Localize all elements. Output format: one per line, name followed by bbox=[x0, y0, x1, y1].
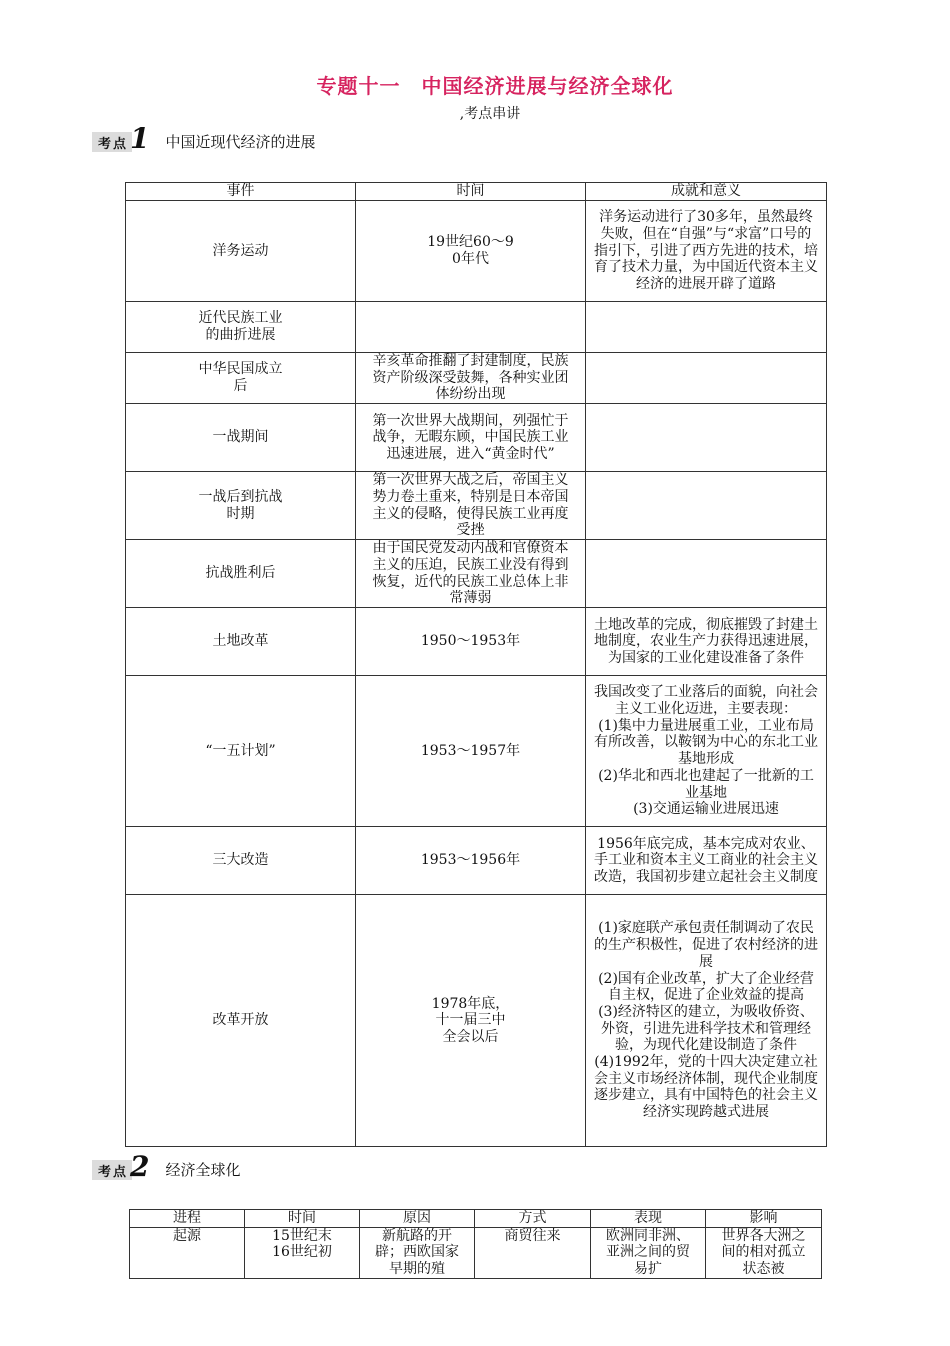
time-cell: 由于国民党发动内战和官僚资本主义的压迫，民族工业没有得到恢复，近代的民族工业总体上非常薄弱 bbox=[356, 540, 586, 608]
significance-cell bbox=[586, 353, 827, 404]
table-row bbox=[126, 540, 827, 608]
header-cell: 影响 bbox=[706, 1210, 822, 1228]
header-cell: 方式 bbox=[475, 1210, 591, 1228]
significance-cell: 1956年底完成，基本完成对农业、手工业和资本主义工商业的社会主义改造，我国初步建立起社会主义制度 bbox=[586, 827, 827, 895]
significance-cell: (1)家庭联产承包责任制调动了农民的生产积极性，促进了农村经济的进展 (2)国有企业改革，扩大了企业经营自主权，促进了企业效益的提高 (3)经济特区的建立，为吸收侨资、外资，引进先进科学技术和管理经验，为现代化建设制造了条件 (4)1992年，党的十四大决定建立社会主义市场经济体制，现代企业制度逐步建立，具有中国特色的社会主义经济实现跨越式进展 bbox=[586, 895, 827, 1147]
time-cell: 1978年底， 十一届三中 全会以后 bbox=[356, 895, 586, 1147]
event-cell: 一战后到抗战时期 bbox=[126, 472, 356, 540]
header-cell: 时间 bbox=[245, 1210, 360, 1228]
significance-cell: 土地改革的完成，彻底摧毁了封建土地制度，农业生产力获得迅速进展，为国家的工业化建设准备了条件 bbox=[586, 608, 827, 676]
table-header-row bbox=[130, 1210, 822, 1228]
significance-cell bbox=[586, 404, 827, 472]
header-cell: 表现 bbox=[591, 1210, 706, 1228]
significance-cell: 我国改变了工业落后的面貌，向社会主义工业化迈进，主要表现： (1)集中力量进展重工业，工业布局有所改善，以鞍钢为中心的东北工业基地形成 (2)华北和西北也建起了一批新的工业基地 (3)交通运输业进展迅速 bbox=[586, 676, 827, 827]
page-title: 专题十一 中国经济进展与经济全球化 bbox=[316, 74, 674, 98]
page-subtitle: ,考点串讲 bbox=[459, 106, 521, 122]
table-row bbox=[130, 1227, 822, 1278]
event-cell: 土地改革 bbox=[126, 608, 356, 676]
time-cell: 15世纪末 16世纪初 bbox=[245, 1227, 360, 1278]
event-cell: 一战期间 bbox=[126, 404, 356, 472]
table-row bbox=[126, 472, 827, 540]
table-row bbox=[126, 608, 827, 676]
header-cell: 进程 bbox=[130, 1210, 245, 1228]
header-cell: 原因 bbox=[360, 1210, 475, 1228]
section-1-heading bbox=[92, 122, 316, 155]
header-cell: 时间 bbox=[356, 183, 586, 201]
event-cell: 洋务运动 bbox=[126, 201, 356, 302]
time-cell: 1950～1953年 bbox=[356, 608, 586, 676]
section-2-topic: 经济全球化 bbox=[165, 1161, 241, 1179]
section-1-number: 1 bbox=[130, 122, 150, 155]
table-row bbox=[126, 353, 827, 404]
event-cell: “一五计划” bbox=[126, 676, 356, 827]
influence-cell: 世界各大洲之间的相对孤立状态被 bbox=[706, 1227, 822, 1278]
significance-cell: 洋务运动进行了30多年，虽然最终失败，但在“自强”与“求富”口号的指引下，引进了西方先进的技术，培育了技术力量，为中国近代资本主义经济的进展开辟了道路 bbox=[586, 201, 827, 302]
table-row bbox=[126, 895, 827, 1147]
time-cell: 第一次世界大战之后，帝国主义势力卷土重来，特别是日本帝国主义的侵略，使得民族工业再度受挫 bbox=[356, 472, 586, 540]
table-header-row bbox=[126, 183, 827, 201]
significance-cell bbox=[586, 302, 827, 353]
header-cell: 成就和意义 bbox=[586, 183, 827, 201]
event-cell: 抗战胜利后 bbox=[126, 540, 356, 608]
section-2-badge: 考点 bbox=[92, 1160, 132, 1180]
section-2-heading bbox=[92, 1150, 241, 1183]
table-row bbox=[126, 827, 827, 895]
time-cell: 19世纪60～90年代 bbox=[356, 201, 586, 302]
significance-cell bbox=[586, 540, 827, 608]
section-1-topic: 中国近现代经济的进展 bbox=[165, 133, 316, 151]
table-row bbox=[126, 676, 827, 827]
table-row bbox=[126, 404, 827, 472]
event-cell: 中华民国成立后 bbox=[126, 353, 356, 404]
header-cell: 事件 bbox=[126, 183, 356, 201]
time-cell: 1953～1957年 bbox=[356, 676, 586, 827]
time-cell: 第一次世界大战期间，列强忙于战争，无暇东顾，中国民族工业迅速进展，进入“黄金时代” bbox=[356, 404, 586, 472]
section-2-number: 2 bbox=[130, 1150, 150, 1183]
time-cell: 1953～1956年 bbox=[356, 827, 586, 895]
time-cell bbox=[356, 302, 586, 353]
stage-cell: 起源 bbox=[130, 1227, 245, 1278]
time-cell: 辛亥革命推翻了封建制度，民族资产阶级深受鼓舞，各种实业团体纷纷出现 bbox=[356, 353, 586, 404]
manifestation-cell: 欧洲同非洲、亚洲之间的贸易扩 bbox=[591, 1227, 706, 1278]
event-cell: 三大改造 bbox=[126, 827, 356, 895]
event-cell: 改革开放 bbox=[126, 895, 356, 1147]
table-row bbox=[126, 201, 827, 302]
table-row bbox=[126, 302, 827, 353]
cause-cell: 新航路的开辟；西欧国家早期的殖 bbox=[360, 1227, 475, 1278]
significance-cell bbox=[586, 472, 827, 540]
event-cell: 近代民族工业的曲折进展 bbox=[126, 302, 356, 353]
method-cell: 商贸往来 bbox=[475, 1227, 591, 1278]
globalization-table bbox=[129, 1209, 822, 1279]
section-1-badge: 考点 bbox=[92, 132, 132, 152]
economy-development-table bbox=[125, 182, 827, 1147]
